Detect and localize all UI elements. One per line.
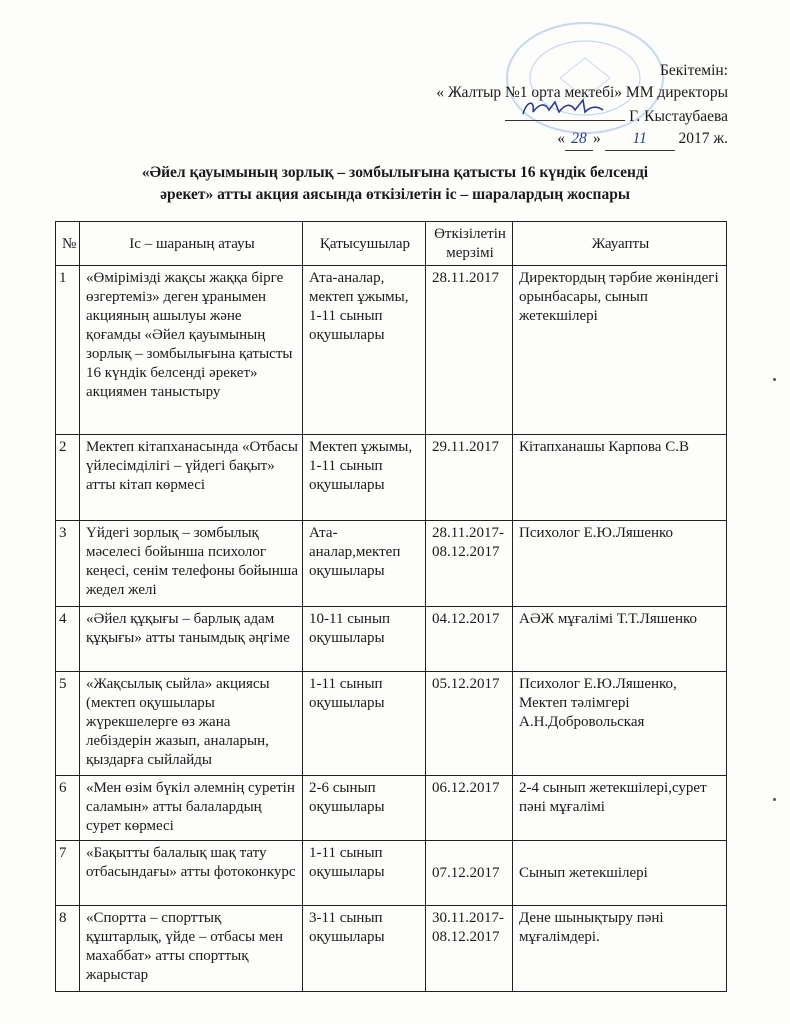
- approval-signer-line: [436, 104, 728, 128]
- row-number: 6: [56, 776, 80, 841]
- table-row: [56, 607, 727, 672]
- row-number: 5: [56, 672, 80, 776]
- row-participants: Ата-аналар,мектеп оқушылары: [303, 521, 426, 607]
- row-participants: 3-11 сынып оқушылары: [303, 906, 426, 992]
- row-participants: 10-11 сынып оқушылары: [303, 607, 426, 672]
- row-participants: 1-11 сынып оқушылары: [303, 841, 426, 906]
- row-responsible: Психолог Е.Ю.Ляшенко: [513, 521, 727, 607]
- row-event: «Жақсылық сыйла» акциясы (мектеп оқушылары жүрекшелерге өз жана лебіздерін жазып, аналарын, қыздарға сыйлайды: [80, 672, 303, 776]
- row-date: 29.11.2017: [426, 435, 513, 521]
- scan-speck: [773, 378, 776, 381]
- table-row: [56, 672, 727, 776]
- row-participants: 2-6 сынып оқушылары: [303, 776, 426, 841]
- row-responsible: Дене шынықтыру пәні мұғалімдері.: [513, 906, 727, 992]
- title-line-1: «Әйел қауымының зорлық – зомбылығына қатысты 16 күндік белсенді: [141, 164, 649, 181]
- signature-line: [505, 104, 625, 121]
- row-event: «Әйел құқығы – барлық адам құқығы» атты танымдық әңгіме: [80, 607, 303, 672]
- row-responsible: 2-4 сынып жетекшілері,сурет пәні мұғалімі: [513, 776, 727, 841]
- scan-speck: [773, 798, 776, 801]
- approval-year: 2017 ж.: [678, 130, 728, 147]
- row-date: 04.12.2017: [426, 607, 513, 672]
- row-number: 3: [56, 521, 80, 607]
- row-event: Үйдегі зорлық – зомбылық мәселесі бойынша психолог кеңесі, сенім телефоны бойынша жедел желі: [80, 521, 303, 607]
- row-event: Мектеп кітапханасында «Отбасы үйлесімділігі – үйдегі бақыт» атты кітап көрмесі: [80, 435, 303, 521]
- row-number: 1: [56, 266, 80, 435]
- row-event: «Өміріміздi жақсы жаққа бірге өзгертеміз» деген ұранымен акцияның ашылуы және қоғамды «Әйел қауымының зорлық – зомбылығына қатысты 16 күндік белсенді әрекет» акциямен таныстыру: [80, 266, 303, 435]
- approval-signer-name: Г. Кыстаубаева: [629, 108, 728, 125]
- table-header-row: [56, 222, 727, 266]
- event-plan-table: [55, 221, 727, 992]
- approval-month: 11: [605, 128, 675, 151]
- row-date: 28.11.2017: [426, 266, 513, 435]
- table-row: [56, 841, 727, 906]
- row-date: 05.12.2017: [426, 672, 513, 776]
- row-number: 7: [56, 841, 80, 906]
- approval-position: « Жалтыр №1 орта мектебі» ММ директоры: [436, 84, 728, 101]
- row-participants: Мектеп ұжымы, 1-11 сынып оқушылары: [303, 435, 426, 521]
- table-row: [56, 521, 727, 607]
- row-date: 06.12.2017: [426, 776, 513, 841]
- row-responsible: Сынып жетекшілері: [513, 841, 727, 906]
- row-date: 30.11.2017-08.12.2017: [426, 906, 513, 992]
- approval-block: [436, 60, 728, 151]
- document-title: [40, 162, 750, 206]
- row-date: 28.11.2017-08.12.2017: [426, 521, 513, 607]
- table-row: [56, 906, 727, 992]
- row-number: 4: [56, 607, 80, 672]
- row-number: 2: [56, 435, 80, 521]
- row-responsible: Кітапханашы Карпова С.В: [513, 435, 727, 521]
- row-responsible: Психолог Е.Ю.Ляшенко, Мектеп тәлімгері А.Н.Добровольская: [513, 672, 727, 776]
- approval-day: 28: [565, 128, 593, 151]
- title-line-2: әрекет» атты акция аясында өткізілетін іс – шаралардың жоспары: [160, 186, 630, 203]
- table-row: [56, 435, 727, 521]
- header-event: Іс – шараның атауы: [80, 222, 303, 266]
- row-participants: Ата-аналар, мектеп ұжымы, 1-11 сынып оқушылары: [303, 266, 426, 435]
- approval-date: « 28 » 11 2017 ж.: [436, 128, 728, 151]
- row-event: «Спортта – спорттық құштарлық, үйде – отбасы мен махаббат» атты спорттық жарыстар: [80, 906, 303, 992]
- header-responsible: Жауапты: [513, 222, 727, 266]
- approval-heading: Бекітемін:: [660, 62, 728, 79]
- table-row: [56, 266, 727, 435]
- header-number: №: [56, 222, 80, 266]
- row-responsible: Директордың тәрбие жөніндегі орынбасары, сынып жетекшілері: [513, 266, 727, 435]
- table-row: [56, 776, 727, 841]
- row-participants: 1-11 сынып оқушылары: [303, 672, 426, 776]
- row-date: 07.12.2017: [426, 841, 513, 906]
- header-participants: Қатысушылар: [303, 222, 426, 266]
- handwritten-signature: [505, 94, 625, 122]
- row-event: «Мен өзім бүкіл әлемнің суретін саламын» атты балалардың сурет көрмесі: [80, 776, 303, 841]
- row-event: «Бақытты балалық шақ тату отбасындағы» атты фотоконкурс: [80, 841, 303, 906]
- row-number: 8: [56, 906, 80, 992]
- row-responsible: АӘЖ мұғалімі Т.Т.Ляшенко: [513, 607, 727, 672]
- header-date: Өткізілетін мерзімі: [426, 222, 513, 266]
